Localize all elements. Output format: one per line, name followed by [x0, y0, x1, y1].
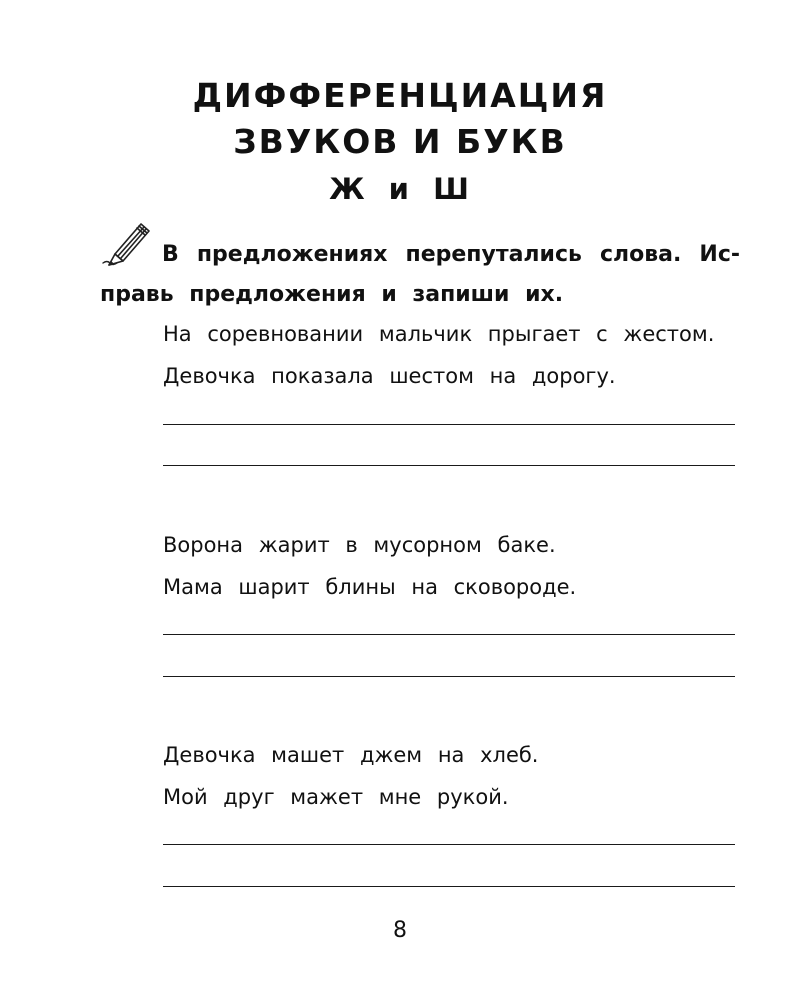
- exercise-sentence: Девочка показала шестом на дорогу.: [163, 364, 616, 388]
- exercise-sentence: Мой друг мажет мне рукой.: [163, 785, 509, 809]
- page-subtitle: Ж и Ш: [329, 172, 471, 206]
- answer-writing-line[interactable]: [163, 844, 735, 845]
- answer-writing-line[interactable]: [163, 424, 735, 425]
- exercise-2: [163, 524, 738, 608]
- task-instruction: [100, 235, 740, 315]
- page-title-line-2: ЗВУКОВ И БУКВ: [233, 122, 567, 161]
- exercise-1: [163, 313, 738, 397]
- answer-writing-line[interactable]: [163, 634, 735, 635]
- instruction-line-2: правь предложения и запиши их.: [100, 282, 564, 307]
- answer-writing-line[interactable]: [163, 886, 735, 887]
- exercise-3: [163, 734, 738, 818]
- answer-writing-line[interactable]: [163, 676, 735, 677]
- exercise-sentence: На соревновании мальчик прыгает с жестом.: [163, 322, 715, 346]
- answer-writing-line[interactable]: [163, 465, 735, 466]
- exercise-sentence: Девочка машет джем на хлеб.: [163, 743, 539, 767]
- exercise-sentence: Ворона жарит в мусорном баке.: [163, 533, 556, 557]
- page-title-line-1: ДИФФЕРЕНЦИАЦИЯ: [192, 76, 608, 115]
- page-number: 8: [393, 918, 407, 943]
- instruction-line-1: В предложениях перепутались слова. Ис-: [162, 242, 740, 267]
- exercise-sentence: Мама шарит блины на сковороде.: [163, 575, 577, 599]
